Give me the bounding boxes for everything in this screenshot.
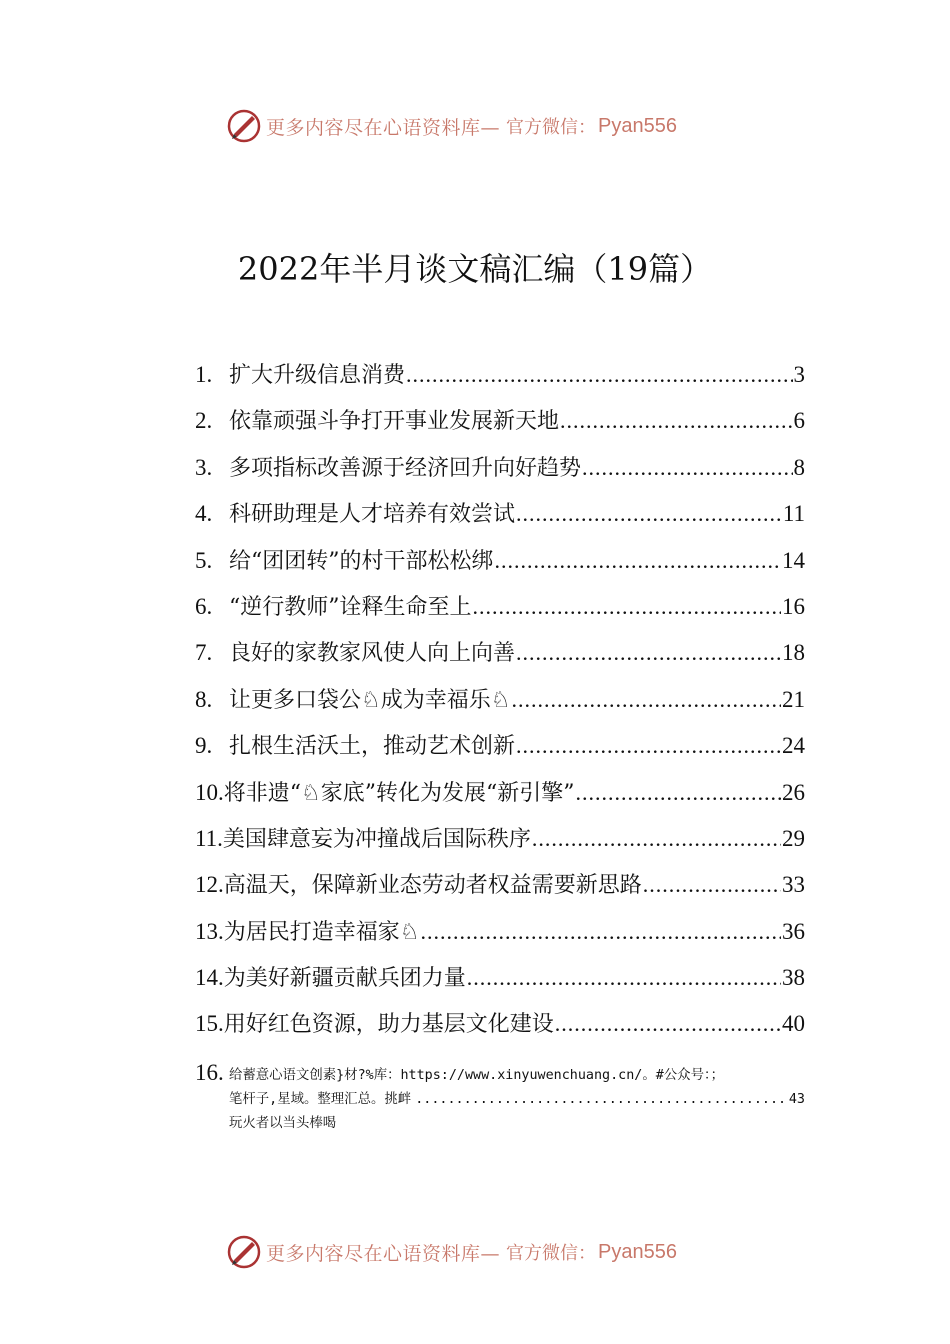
toc-entry[interactable]	[195, 404, 805, 450]
toc-entry-number: 4.	[195, 501, 213, 527]
table-of-contents	[195, 358, 805, 1136]
toc-leader-dots	[532, 826, 781, 852]
toc-entry-number: 15.	[195, 1011, 224, 1037]
banner-text: 更多内容尽在心语资料库—	[266, 1242, 501, 1265]
toc-entry[interactable]	[195, 636, 805, 682]
toc-entry[interactable]	[195, 451, 805, 497]
toc-entry-page: 8	[793, 454, 805, 480]
toc-entry-title: 高温天，保障新业态劳动者权益需要新思路	[223, 873, 642, 899]
toc-entry-page: 40	[782, 1011, 805, 1037]
toc-leader-dots	[467, 965, 781, 991]
toc-entry-title: “逆行教师”诠释生命至上	[229, 594, 472, 620]
pen-logo-icon	[226, 1234, 262, 1270]
toc-entry-page: 16	[782, 593, 805, 619]
toc-leader-dots	[473, 594, 782, 620]
toc-entry-number: 3.	[195, 454, 213, 480]
document-title: 2022年半月谈文稿汇编（19篇）	[237, 250, 713, 288]
banner-wechat-label: 官方微信：	[506, 1243, 597, 1264]
toc-entry-number: 6.	[195, 593, 213, 619]
toc-leader-dots	[406, 362, 792, 388]
toc-leader-dots	[420, 919, 781, 945]
toc-entry-title: 让更多口袋公♘成为幸福乐♘	[229, 687, 511, 713]
toc-entry[interactable]	[195, 729, 805, 775]
toc-entry[interactable]	[195, 497, 805, 543]
toc-entry-number: 13.	[195, 918, 224, 944]
toc-entry[interactable]	[195, 358, 805, 404]
toc-entry-title: 扎根生活沃土，推动艺术创新	[229, 734, 516, 760]
toc-entry-page: 14	[782, 547, 805, 573]
toc-leader-dots	[511, 687, 781, 713]
toc-leader-dots	[555, 1011, 781, 1037]
toc-entry-page: 21	[782, 686, 805, 712]
toc-entry-page: 36	[782, 918, 805, 944]
banner-wechat-label: 官方微信：	[506, 117, 597, 138]
toc-entry-page: 6	[793, 408, 805, 434]
toc-entry[interactable]	[195, 776, 805, 822]
toc-entry-title: 科研助理是人才培养有效尝试	[229, 502, 516, 528]
toc-entry-title: 用好红色资源，助力基层文化建设	[223, 1012, 554, 1038]
toc-entry[interactable]	[195, 1060, 805, 1136]
banner-wechat-id: Pyan556	[598, 114, 677, 137]
toc-entry-number: 7.	[195, 640, 213, 666]
toc-entry-page: 3	[793, 362, 805, 387]
toc-entry-title: 为居民打造幸福家♘	[223, 919, 420, 945]
toc-entry[interactable]	[195, 915, 805, 961]
toc-entry-number: 2.	[195, 408, 213, 434]
toc-entry-number: 12.	[195, 872, 224, 898]
toc-leader-dots	[560, 408, 792, 434]
toc-entry-page: 11	[782, 501, 805, 527]
toc-entry-title-line2: 笔杆子,星域。整理汇总。挑衅玩火者以当头棒喝	[229, 1091, 412, 1131]
toc-entry[interactable]	[195, 1007, 805, 1053]
toc-entry-title: 给“团团转”的村干部松松绑	[229, 548, 494, 574]
toc-entry-number: 1.	[195, 362, 213, 387]
header-watermark-banner	[226, 106, 746, 146]
toc-leader-dots	[516, 501, 782, 527]
toc-entry[interactable]	[195, 822, 805, 868]
toc-entry-number: 8.	[195, 686, 213, 712]
toc-entry-title-line1: 给蓄意心语文创素}材?%库：https://www.xinyuwenchuang.cn/。#公众号：；	[229, 1067, 725, 1083]
toc-leader-dots	[516, 733, 781, 759]
toc-entry-number: 10.	[195, 779, 224, 805]
toc-entry[interactable]	[195, 868, 805, 914]
toc-entry-title: 良好的家教家风使人向上向善	[229, 641, 516, 667]
pen-logo-icon	[226, 108, 262, 144]
toc-entry-title: 为美好新疆贡献兵团力量	[223, 966, 466, 992]
toc-leader-dots	[495, 548, 782, 574]
toc-entry-page: 18	[782, 640, 805, 666]
banner-text: 更多内容尽在心语资料库—	[266, 116, 501, 139]
toc-entry-number: 16.	[195, 1059, 224, 1085]
toc-leader-dots	[582, 455, 792, 481]
toc-entry[interactable]	[195, 683, 805, 729]
toc-leader-dots	[643, 872, 781, 898]
toc-entry-title: 扩大升级信息消费	[229, 363, 406, 388]
toc-entry-title: 将非遗“♘家底”转化为发展“新引擎”	[223, 780, 575, 806]
toc-leader-dots	[415, 1088, 789, 1136]
toc-entry-page: 24	[782, 733, 805, 759]
toc-entry-page: 38	[782, 965, 805, 991]
toc-entry-number: 9.	[195, 733, 213, 759]
toc-entry-number: 14.	[195, 965, 224, 991]
toc-entry-page: 29	[782, 825, 805, 851]
toc-entry-title: 多项指标改善源于经济回升向好趋势	[229, 455, 582, 481]
toc-entry-number: 11.	[195, 825, 223, 851]
toc-entry-page: 33	[782, 872, 805, 898]
toc-entry[interactable]	[195, 544, 805, 590]
toc-entry-page: 26	[782, 779, 805, 805]
toc-entry[interactable]	[195, 961, 805, 1007]
toc-entry-page: 43	[788, 1091, 805, 1107]
toc-entry-title: 依靠顽强斗争打开事业发展新天地	[229, 409, 560, 435]
toc-entry-title: 美国肆意妄为冲撞战后国际秩序	[222, 826, 531, 852]
footer-watermark-banner	[226, 1232, 746, 1272]
toc-entry-number: 5.	[195, 547, 213, 573]
banner-wechat-id: Pyan556	[598, 1240, 677, 1263]
toc-entry[interactable]	[195, 590, 805, 636]
toc-leader-dots	[575, 780, 781, 806]
toc-leader-dots	[516, 640, 781, 666]
